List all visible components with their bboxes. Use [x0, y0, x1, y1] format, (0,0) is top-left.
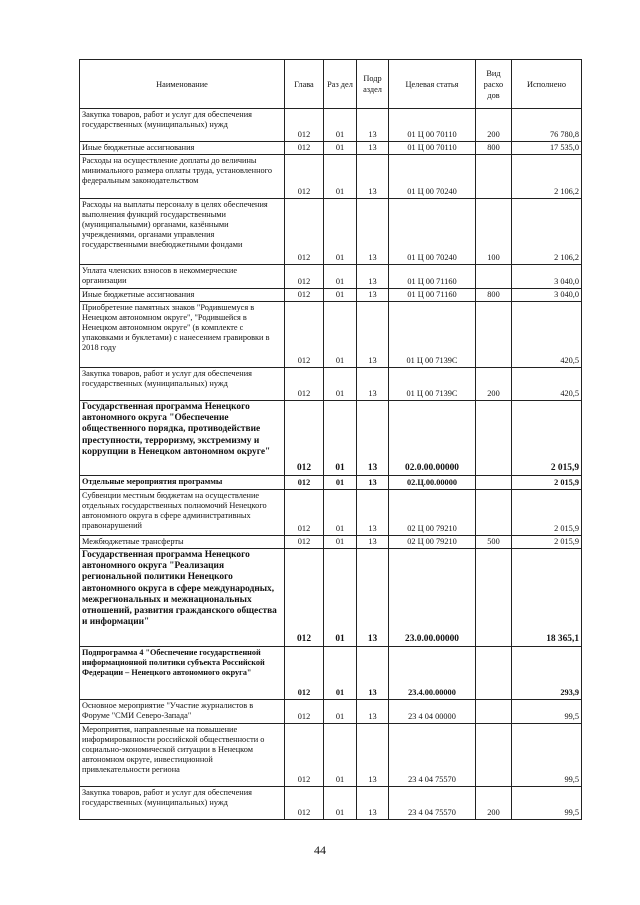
row-target: 23 4 04 00000 [389, 700, 476, 724]
row-vid: 500 [476, 536, 512, 549]
row-vid [476, 265, 512, 289]
row-vid [476, 490, 512, 536]
row-vid [476, 302, 512, 368]
row-glava: 012 [285, 724, 324, 787]
table-row [80, 787, 582, 820]
page-number: 44 [314, 843, 326, 857]
header-amount: Исполнено [512, 60, 582, 109]
row-amount: 3 040,0 [512, 289, 582, 302]
row-name: Межбюджетные трансферты [80, 536, 285, 549]
row-amount: 2 015,9 [512, 401, 582, 476]
row-glava: 012 [285, 199, 324, 265]
header-podrazdel: Подр аздел [357, 60, 389, 109]
row-amount: 17 535,0 [512, 142, 582, 155]
row-name: Закупка товаров, работ и услуг для обеспечения государственных (муниципальных) нужд [80, 109, 285, 142]
table-row [80, 476, 582, 490]
row-glava: 012 [285, 368, 324, 401]
table-row [80, 724, 582, 787]
row-razdel: 01 [324, 155, 357, 199]
row-podrazdel: 13 [357, 289, 389, 302]
row-amount: 2 106,2 [512, 199, 582, 265]
row-name: Уплата членских взносов в некоммерческие организации [80, 265, 285, 289]
row-podrazdel: 13 [357, 536, 389, 549]
row-amount: 99,5 [512, 724, 582, 787]
table-row [80, 109, 582, 142]
row-amount: 3 040,0 [512, 265, 582, 289]
row-target: 01 Ц 00 71160 [389, 289, 476, 302]
row-target: 01 Ц 00 70110 [389, 109, 476, 142]
row-amount: 76 780,8 [512, 109, 582, 142]
row-podrazdel: 13 [357, 265, 389, 289]
row-target: 02 Ц 00 79210 [389, 536, 476, 549]
row-razdel: 01 [324, 289, 357, 302]
row-razdel: 01 [324, 536, 357, 549]
row-podrazdel: 13 [357, 549, 389, 647]
header-name: Наименование [80, 60, 285, 109]
row-name: Основное мероприятие "Участие журналистов в Форуме "СМИ Северо-Запада" [80, 700, 285, 724]
row-name: Иные бюджетные ассигнования [80, 142, 285, 155]
row-glava: 012 [285, 490, 324, 536]
row-podrazdel: 13 [357, 109, 389, 142]
row-target: 02.Ц.00.00000 [389, 476, 476, 490]
header-razdel: Раз дел [324, 60, 357, 109]
table-row [80, 199, 582, 265]
row-vid: 200 [476, 368, 512, 401]
row-name: Закупка товаров, работ и услуг для обеспечения государственных (муниципальных) нужд [80, 787, 285, 820]
row-razdel: 01 [324, 265, 357, 289]
row-razdel: 01 [324, 647, 357, 700]
row-target: 01 Ц 00 70110 [389, 142, 476, 155]
row-amount: 18 365,1 [512, 549, 582, 647]
row-vid: 800 [476, 289, 512, 302]
table-row [80, 302, 582, 368]
row-target: 01 Ц 00 7139С [389, 368, 476, 401]
row-amount: 99,5 [512, 787, 582, 820]
row-target: 01 Ц 00 71160 [389, 265, 476, 289]
row-podrazdel: 13 [357, 155, 389, 199]
row-razdel: 01 [324, 368, 357, 401]
row-vid: 100 [476, 199, 512, 265]
row-podrazdel: 13 [357, 302, 389, 368]
row-name: Отдельные мероприятия программы [80, 476, 285, 490]
row-podrazdel: 13 [357, 724, 389, 787]
row-target: 01 Ц 00 70240 [389, 199, 476, 265]
row-amount: 420,5 [512, 302, 582, 368]
table-row [80, 265, 582, 289]
row-glava: 012 [285, 536, 324, 549]
row-glava: 012 [285, 647, 324, 700]
row-target: 02 Ц 00 79210 [389, 490, 476, 536]
table-row [80, 289, 582, 302]
row-vid [476, 647, 512, 700]
row-name: Субвенции местным бюджетам на осуществление отдельных государственных полномочий Ненецкого автономного округа в сфере административных правонарушений [80, 490, 285, 536]
row-target: 23 4 04 75570 [389, 787, 476, 820]
row-vid [476, 549, 512, 647]
row-amount: 2 015,9 [512, 536, 582, 549]
header-vid: Вид расхо дов [476, 60, 512, 109]
row-vid [476, 155, 512, 199]
header-glava: Глава [285, 60, 324, 109]
row-amount: 2 015,9 [512, 476, 582, 490]
row-glava: 012 [285, 109, 324, 142]
row-podrazdel: 13 [357, 490, 389, 536]
row-target: 23.0.00.00000 [389, 549, 476, 647]
row-vid [476, 700, 512, 724]
row-amount: 99,5 [512, 700, 582, 724]
row-razdel: 01 [324, 476, 357, 490]
row-razdel: 01 [324, 199, 357, 265]
row-razdel: 01 [324, 700, 357, 724]
row-name: Приобретение памятных знаков "Родившемуся в Ненецком автономном округе", "Родившейся в Ненецком автономном округе" (в комплекте с упаковками и буклетами) с нанесением гравировки в 2018 году [80, 302, 285, 368]
row-glava: 012 [285, 302, 324, 368]
row-glava: 012 [285, 549, 324, 647]
row-razdel: 01 [324, 142, 357, 155]
row-razdel: 01 [324, 109, 357, 142]
table-row [80, 401, 582, 476]
row-name: Закупка товаров, работ и услуг для обеспечения государственных (муниципальных) нужд [80, 368, 285, 401]
row-target: 23 4 04 75570 [389, 724, 476, 787]
row-vid [476, 401, 512, 476]
row-razdel: 01 [324, 401, 357, 476]
table-row [80, 647, 582, 700]
row-vid: 800 [476, 142, 512, 155]
row-razdel: 01 [324, 787, 357, 820]
row-name: Расходы на осуществление доплаты до величины минимального размера оплаты труда, установленного федеральным законодательством [80, 155, 285, 199]
row-amount: 420,5 [512, 368, 582, 401]
row-podrazdel: 13 [357, 647, 389, 700]
row-vid: 200 [476, 109, 512, 142]
header-target: Целевая статья [389, 60, 476, 109]
row-name: Расходы на выплаты персоналу в целях обеспечения выполнения функций государственными (муниципальными) органами, казёнными учреждениями, органами управления государственными внебюджетными фондами [80, 199, 285, 265]
row-target: 01 Ц 00 7139С [389, 302, 476, 368]
row-vid: 200 [476, 787, 512, 820]
table-row [80, 368, 582, 401]
table-row [80, 700, 582, 724]
row-amount: 2 015,9 [512, 490, 582, 536]
row-name: Государственная программа Ненецкого автономного округа "Обеспечение общественного порядка, противодействие преступности, терроризму, экстремизму и коррупции в Ненецком автономном округе" [80, 401, 285, 476]
row-razdel: 01 [324, 724, 357, 787]
row-podrazdel: 13 [357, 401, 389, 476]
row-glava: 012 [285, 700, 324, 724]
table-row [80, 549, 582, 647]
table-row [80, 490, 582, 536]
row-name: Государственная программа Ненецкого автономного округа "Реализация региональной политики Ненецкого автономного округа в сфере международных, межрегиональных и межнациональных отношений, развития гражданского общества и информации" [80, 549, 285, 647]
row-razdel: 01 [324, 549, 357, 647]
row-glava: 012 [285, 787, 324, 820]
row-podrazdel: 13 [357, 368, 389, 401]
row-amount: 2 106,2 [512, 155, 582, 199]
row-razdel: 01 [324, 302, 357, 368]
row-name: Мероприятия, направленные на повышение информированности российской общественности о социально-экономической ситуации в Ненецком автономном округе, инвестиционной привлекательности региона [80, 724, 285, 787]
row-podrazdel: 13 [357, 787, 389, 820]
row-podrazdel: 13 [357, 476, 389, 490]
table-row [80, 155, 582, 199]
row-glava: 012 [285, 155, 324, 199]
table-row [80, 142, 582, 155]
row-target: 01 Ц 00 70240 [389, 155, 476, 199]
row-glava: 012 [285, 476, 324, 490]
row-podrazdel: 13 [357, 199, 389, 265]
row-glava: 012 [285, 401, 324, 476]
row-glava: 012 [285, 265, 324, 289]
row-razdel: 01 [324, 490, 357, 536]
row-target: 02.0.00.00000 [389, 401, 476, 476]
table-row [80, 536, 582, 549]
row-target: 23.4.00.00000 [389, 647, 476, 700]
table-header-row [80, 60, 582, 109]
row-amount: 293,9 [512, 647, 582, 700]
budget-execution-table [79, 59, 582, 820]
row-name: Иные бюджетные ассигнования [80, 289, 285, 302]
row-glava: 012 [285, 289, 324, 302]
row-vid [476, 724, 512, 787]
row-glava: 012 [285, 142, 324, 155]
row-name: Подпрограмма 4 "Обеспечение государственной информационной политики субъекта Российской Федерации – Ненецкого автономного округа" [80, 647, 285, 700]
row-podrazdel: 13 [357, 700, 389, 724]
row-podrazdel: 13 [357, 142, 389, 155]
row-vid [476, 476, 512, 490]
